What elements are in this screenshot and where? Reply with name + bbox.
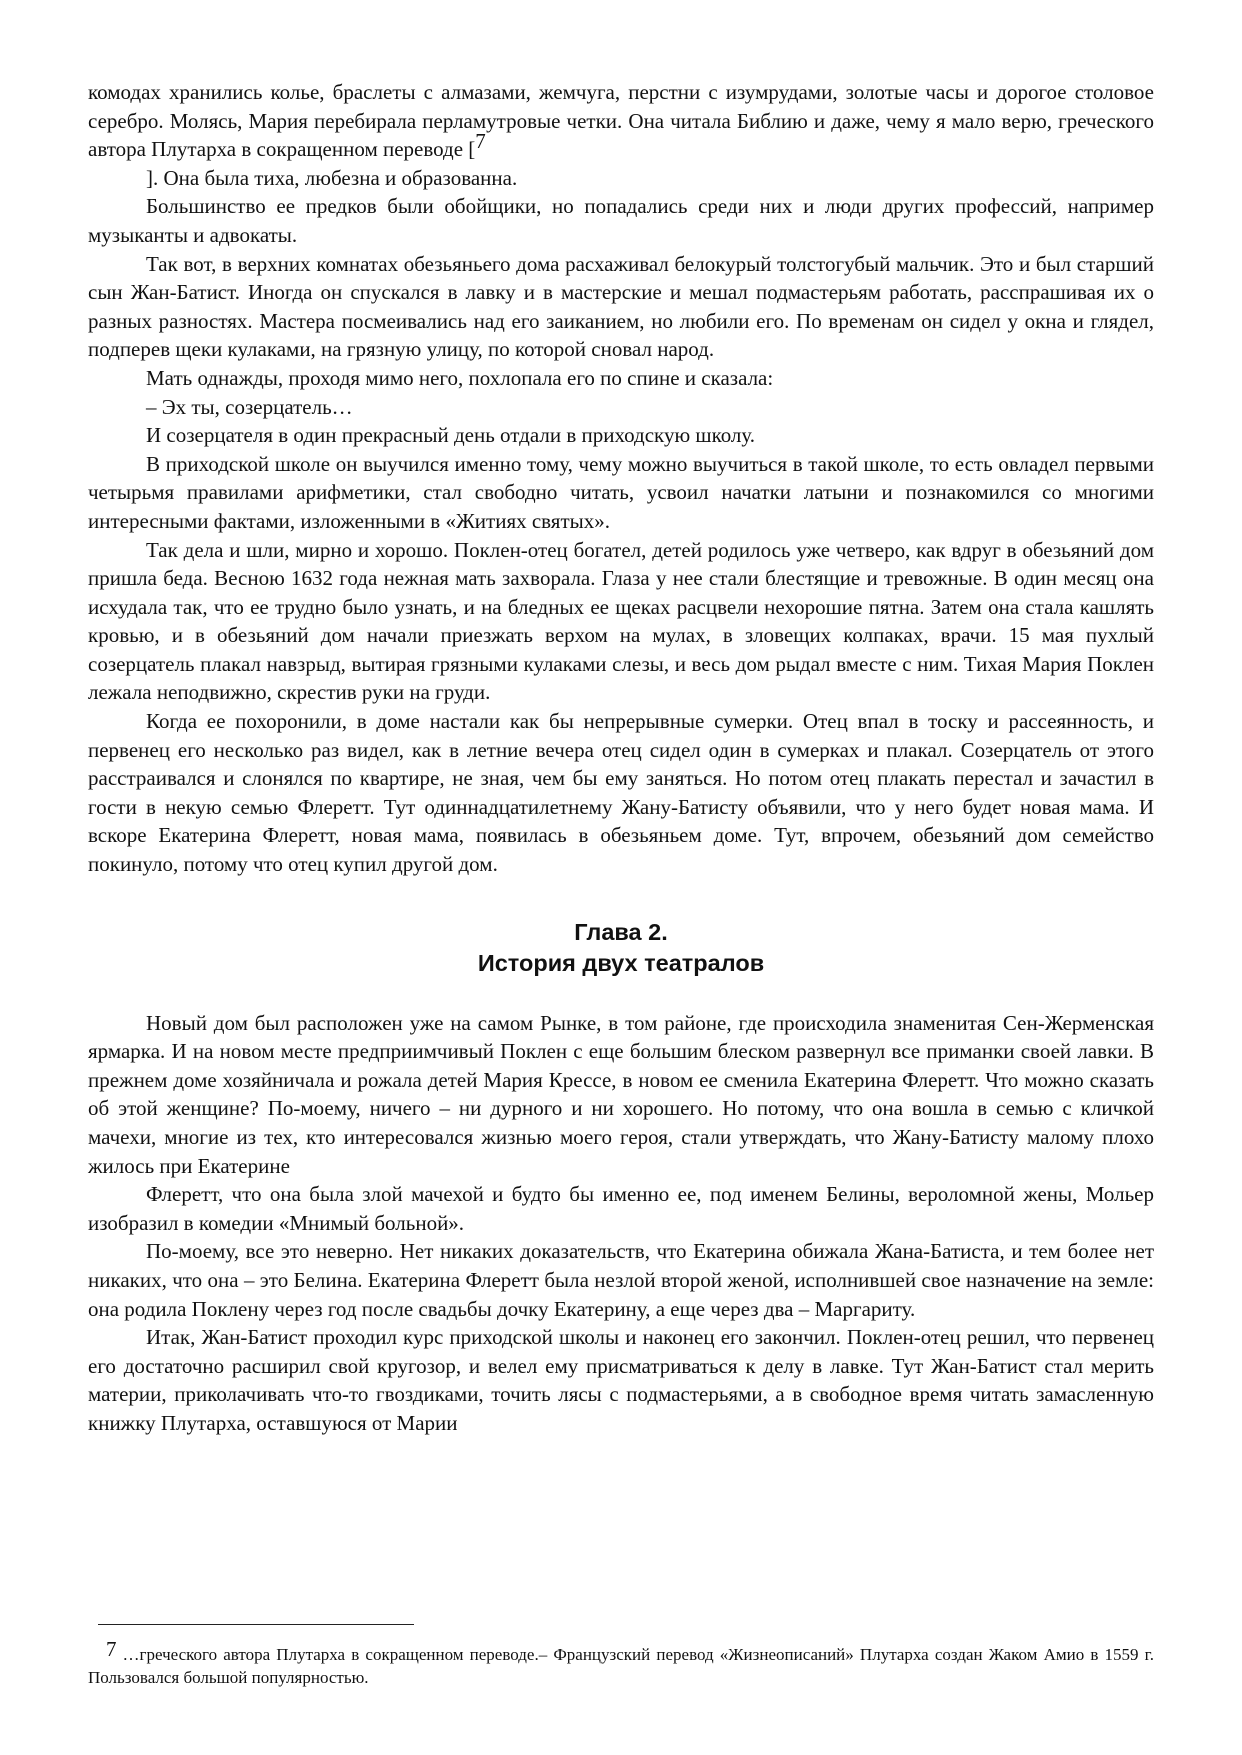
paragraph-3: Большинство ее предков были обойщики, но попадались среди них и люди других профессий, например музыканты и адвокаты.	[88, 194, 1154, 247]
footnote-divider	[98, 1624, 414, 1625]
paragraph-13: По-моему, все это неверно. Нет никаких доказательств, что Екатерина обижала Жана-Батиста, и тем более нет никаких, что она – это Белина. Екатерина Флеретт была незлой второй женой, исполнившей свое назначение на земле: она родила Поклену через год после свадьбы дочку Екатерину, а еще через два – Маргариту.	[88, 1239, 1154, 1321]
paragraph-5: Мать однажды, проходя мимо него, похлопала его по спине и сказала:	[146, 365, 774, 390]
paragraph-11: Новый дом был расположен уже на самом Рынке, в том районе, где происходила знаменитая Сен-Жерменская ярмарка. И на новом месте предприимчивый Поклен с еще большим блеском развернул все приманки своей лавки. В прежнем доме хозяйничала и рожала детей Мария Крессе, в новом ее сменила Екатерина Флеретт. Что можно сказать об этой женщине? По-моему, ничего – ни дурного и ни хорошего. Но потому, что она вошла в семью с кличкой мачехи, многие из тех, кто интересовался жизнью моего героя, стали утверждать, что Жану-Батисту малому плохо жилось при Екатерине	[88, 1010, 1154, 1178]
paragraph-1	[88, 78, 1154, 164]
chapter-title: История двух театралов	[477, 949, 765, 976]
paragraph-1-text: комодах хранились колье, браслеты с алмазами, жемчуга, перстни с изумрудами, золотые часы и дорогое столовое серебро. Молясь, Мария перебирала перламутровые четки. Она читала Библию и даже, чему я мало верю, греческого автора Плутарха в сокращенном переводе [	[88, 80, 1154, 162]
paragraph-6: – Эх ты, созерцатель…	[146, 394, 353, 419]
page-body	[88, 78, 1154, 1438]
chapter-number: Глава 2.	[574, 918, 668, 945]
paragraph-9: Так дела и шли, мирно и хорошо. Поклен-отец богател, детей родилось уже четверо, как вдруг в обезьяний дом пришла беда. Весною 1632 года нежная мать захворала. Глаза у нее стали блестящие и тревожные. В один месяц она исхудала так, что ее трудно было узнать, и на бледных ее щеках расцвели нехорошие пятна. Затем она стала кашлять кровью, и в обезьяний дом начали приезжать верхом на мулах, в зловещих колпаках, врачи. 15 мая пухлый созерцатель плакал навзрыд, вытирая грязными кулаками слезы, и весь дом рыдал вместе с ним. Тихая Мария Поклен лежала неподвижно, скрестив руки на груди.	[88, 537, 1154, 705]
paragraph-10: Когда ее похоронили, в доме настали как бы непрерывные сумерки. Отец впал в тоску и рассеянность, и первенец его несколько раз видел, как в летние вечера отец сидел один в сумерках и плакал. Созерцатель от этого расстраивался и слонялся по квартире, не зная, чем бы ему заняться. Но потом отец плакать перестал и зачастил в гости в некую семью Флеретт. Тут одиннадцатилетнему Жану-Батисту объявили, что у него будет новая мама. И вскоре Екатерина Флеретт, новая мама, появилась в обезьяньем доме. Тут, впрочем, обезьяний дом семейство покинуло, потому что отец купил другой дом.	[88, 709, 1154, 877]
paragraph-12: Флеретт, что она была злой мачехой и будто бы именно ее, под именем Белины, вероломной жены, Мольер изобразил в комедии «Мнимый больной».	[88, 1182, 1154, 1235]
footnote	[88, 1637, 1154, 1689]
paragraph-14: Итак, Жан-Батист проходил курс приходской школы и наконец его закончил. Поклен-отец решил, что первенец его достаточно расширил свой кругозор, и велел ему присматриваться к делу в лавке. Тут Жан-Батист стал мерить материи, приколачивать что-то гвоздиками, точить лясы с подмастерьями, а в свободное время читать замасленную книжку Плутарха, оставшуюся от Марии	[88, 1325, 1154, 1435]
footnote-text: …греческого автора Плутарха в сокращенном переводе.– Французский перевод «Жизнеописаний» Плутарха создан Жаком Амио в 1559 г. Пользовался большой популярностью.	[88, 1645, 1154, 1687]
paragraph-2: ]. Она была тиха, любезна и образованна.	[146, 165, 518, 190]
paragraph-8: В приходской школе он выучился именно тому, чему можно выучиться в такой школе, то есть овладел первыми четырьмя правилами арифметики, стал свободно читать, усвоил начатки латыни и познакомился со многими интересными фактами, изложенными в «Житиях святых».	[88, 451, 1154, 533]
chapter-heading	[88, 917, 1154, 979]
footnote-reference[interactable]: 7	[475, 129, 486, 154]
paragraph-4: Так вот, в верхних комнатах обезьяньего дома расхаживал белокурый толстогубый мальчик. Это и был старший сын Жан-Батист. Иногда он спускался в лавку и в мастерские и мешал подмастерьям работать, расспрашивая их о разных разностях. Мастера посмеивались над его заиканием, но любили его. По временам он сидел у окна и глядел, подперев щеки кулаками, на грязную улицу, по которой сновал народ.	[88, 251, 1154, 362]
footnote-number: 7	[106, 1637, 117, 1661]
paragraph-7: И созерцателя в один прекрасный день отдали в приходскую школу.	[146, 423, 756, 448]
